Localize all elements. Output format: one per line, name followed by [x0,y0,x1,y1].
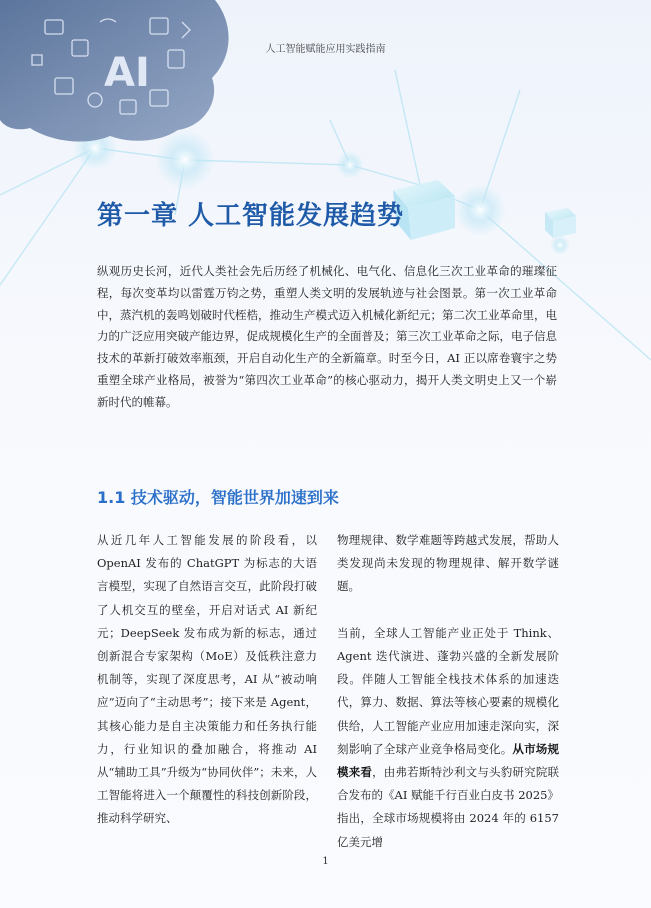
right-column [337,529,559,854]
cube-small [545,208,576,238]
market-paragraph-text: 当前，全球人工智能产业正处于 Think、Agent 迭代演进、蓬勃兴盛的全新发展阶段。伴随人工智能全栈技术体系的加速迭代，算力、数据、算法等核心要素的规模化供给，人工智能产业应用加速走深向实，深刻影响了全球产业竞争格局变化。 [337,625,559,756]
left-column-paragraph: 从近几年人工智能发展的阶段看，以 OpenAI 发布的 ChatGPT 为标志的大语言模型，实现了自然语言交互，此阶段打破了人机交互的壁垒，开启对话式 AI 新纪元；DeepSeek 发布成为新的标志，通过创新混合专家架构（MoE）及低秩注意力机制等，实现了深度思考，AI 从“被动响应”迈向了“主动思考”；接下来是 Agent，其核心能力是自主决策能力和任务执行能力，行业知识的叠加融合，将推动 AI 从“辅助工具”升级为“协同伙伴”；未来，人工智能将进入一个颠覆性的科技创新阶段，推动科学研究、 [97,533,317,826]
ai-banner-cloud [0,0,229,142]
ai-banner-glyph: AI [104,50,150,96]
intro-paragraph: 纵观历史长河，近代人类社会先后历经了机械化、电气化、信息化三次工业革命的璀璨征程，每次变革均以雷霆万钧之势，重塑人类文明的发展轨迹与社会图景。第一次工业革命中，蒸汽机的轰鸣划破时代桎梏，推动生产模式迈入机械化新纪元；第二次工业革命里，电力的广泛应用突破产能边界，促成规模化生产的全面普及；第三次工业革命之际，电子信息技术的革新打破效率瓶颈，开启自动化生产的全新篇章。时至今日，AI 正以席卷寰宇之势重塑全球产业格局，被誉为“第四次工业革命”的核心驱动力，揭开人类文明史上又一个崭新时代的帷幕。 [97,264,557,409]
market-paragraph-tail: ，由弗若斯特沙利文与头豹研究院联合发布的《AI 赋能千行百业白皮书 2025》指出，全球市场规模将由 2024 年的 6157 亿美元增 [337,765,560,849]
running-header: 人工智能赋能应用实践指南 [265,44,386,55]
right-column-paragraph-2 [337,622,559,854]
market-size-highlight: 从市场规模来看 [337,741,560,780]
left-column [97,529,317,831]
page-number: 1 [322,856,329,867]
right-column-paragraph-1: 物理规律、数学难题等跨越式发展，帮助人类发现尚未发现的物理规律、解开数学谜题。 [337,533,559,594]
chapter-title: 第一章 人工智能发展趋势 [97,201,405,231]
section-title: 1.1 技术驱动，智能世界加速到来 [97,488,339,507]
